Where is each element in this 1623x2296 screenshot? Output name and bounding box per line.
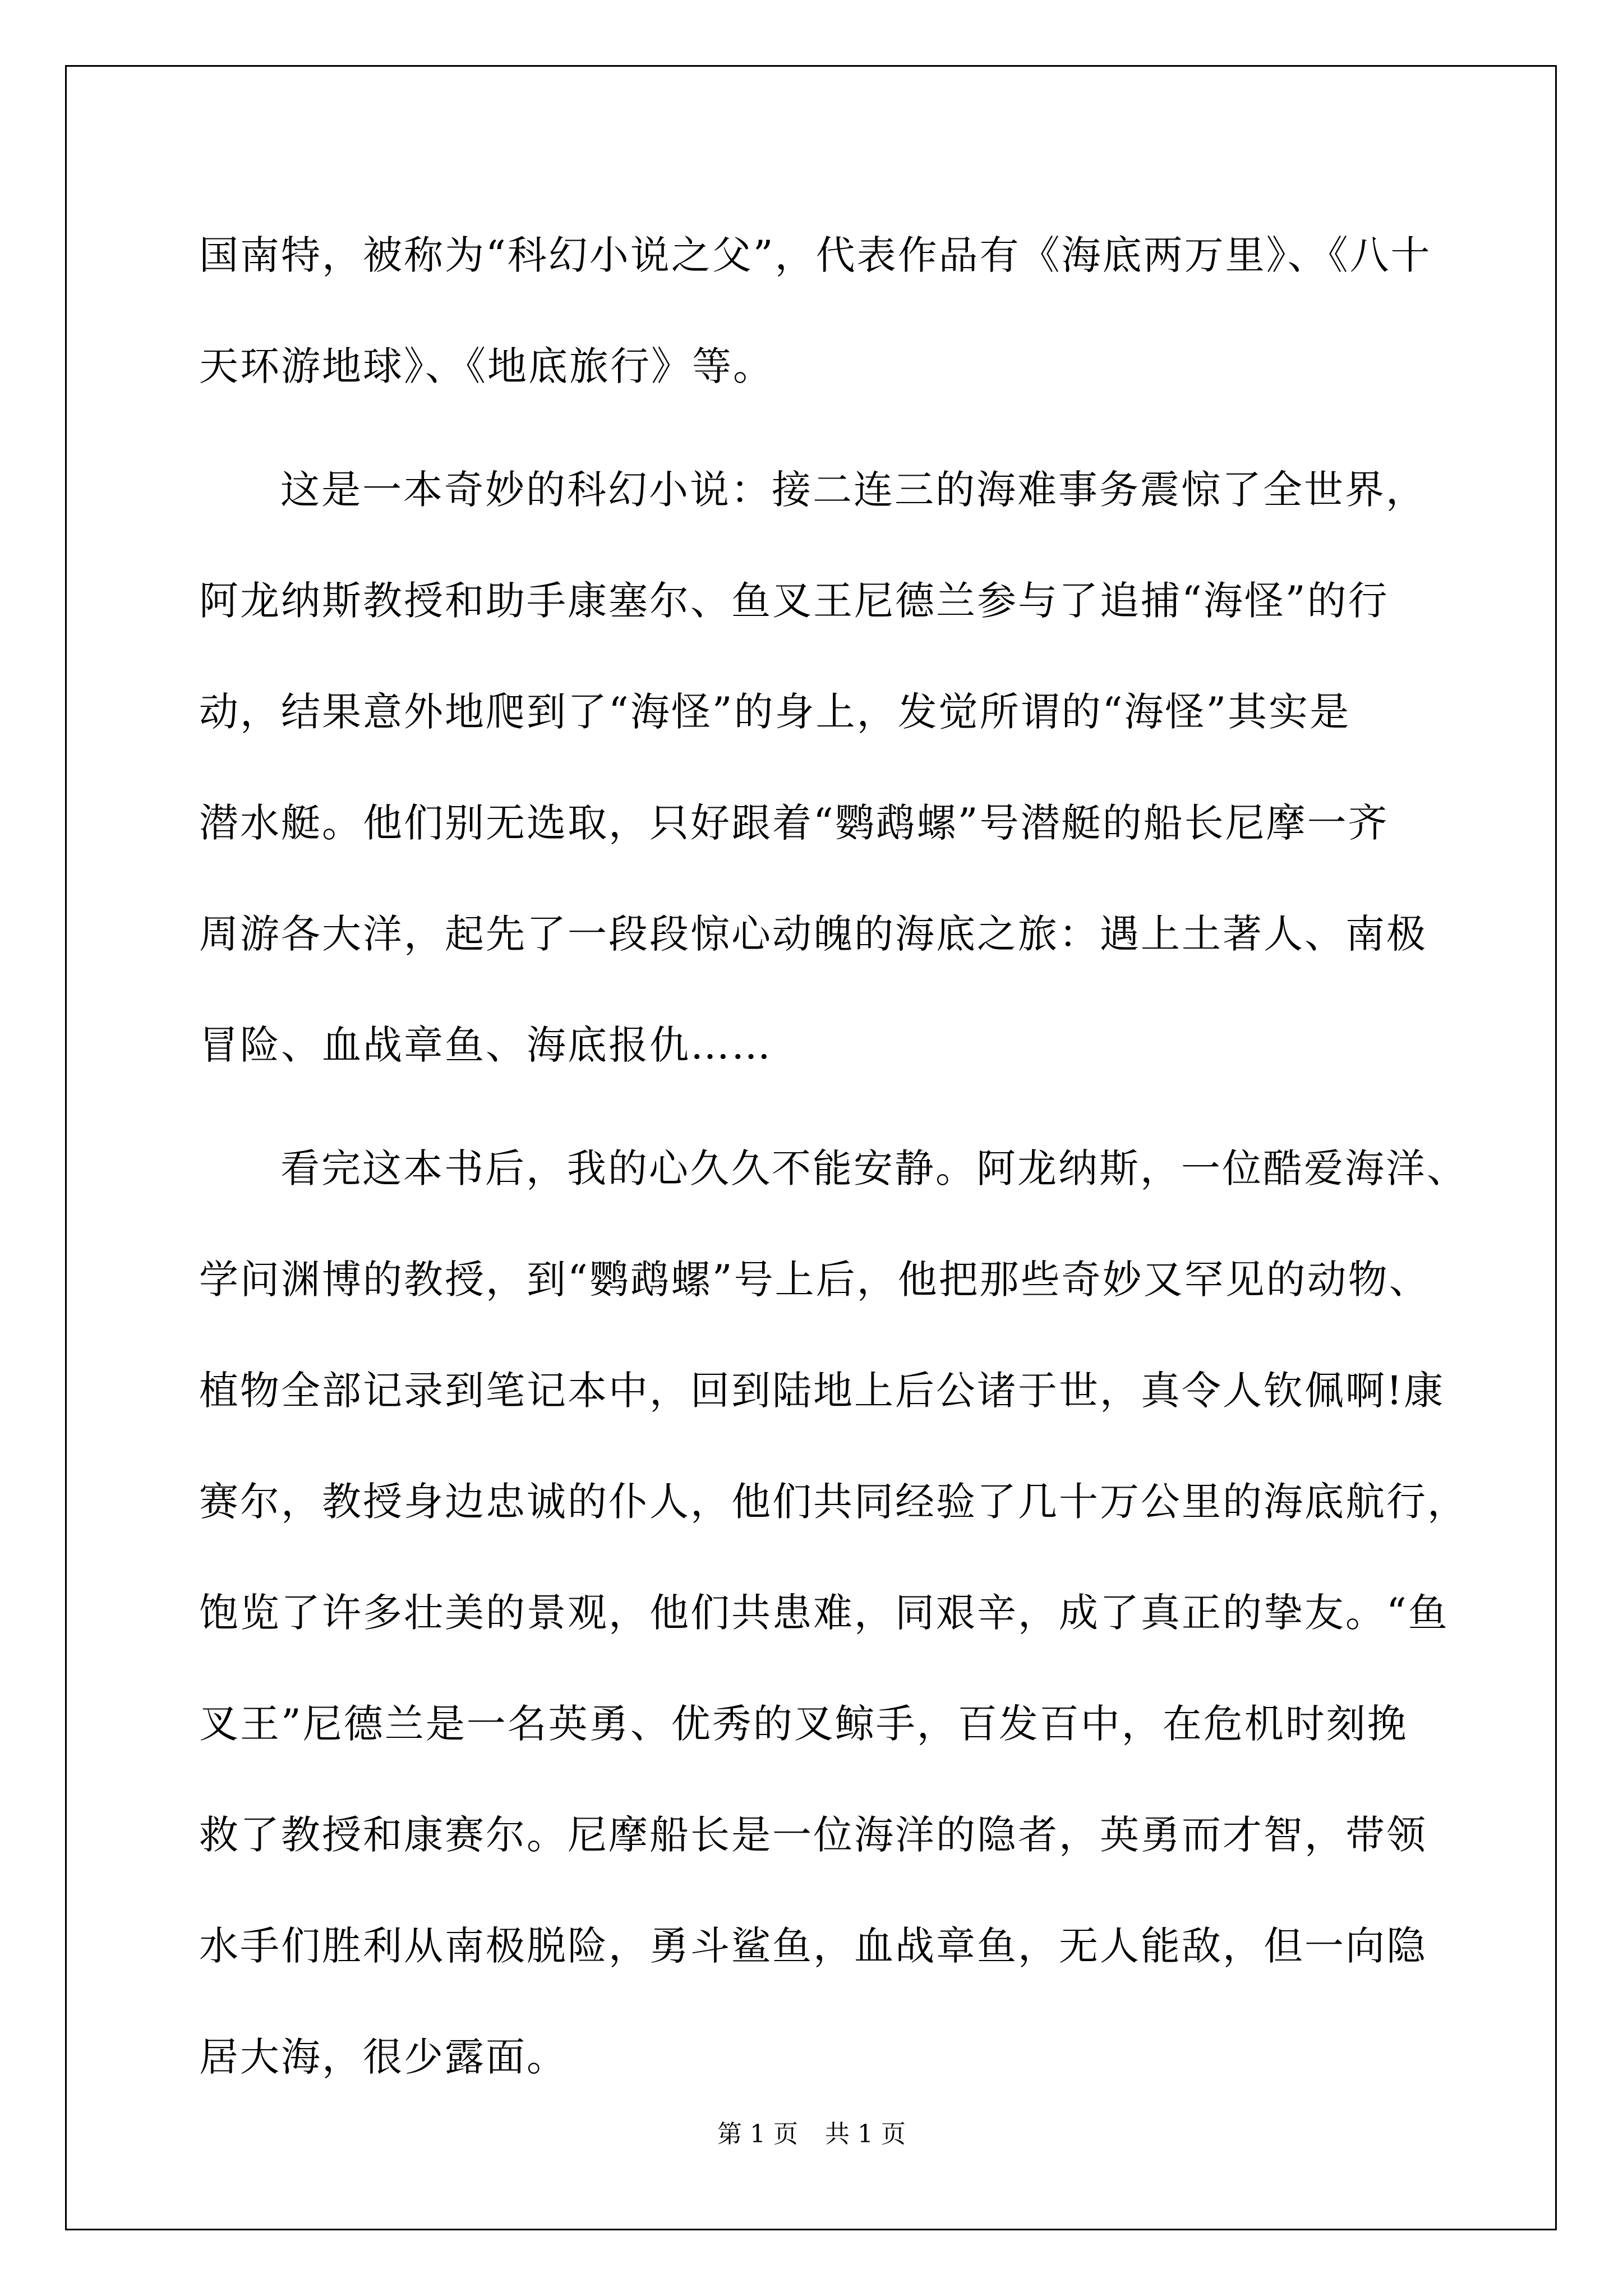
text-line: 潜水艇。他们别无选取，只好跟着“鹦鹉螺”号潜艇的船长尼摩一齐	[199, 800, 1389, 846]
text-line: 水手们胜利从南极脱险，勇斗鲨鱼，血战章鱼，无人能敌，但一向隐	[199, 1923, 1427, 1969]
page-footer	[0, 2119, 1623, 2150]
text-line: 天环游地球》、《地底旅行》等。	[199, 343, 774, 389]
text-line: 饱览了许多壮美的景观，他们共患难，同艰辛，成了真正的挚友。“鱼	[199, 1590, 1449, 1636]
text-line: 国南特，被称为“科幻小说之父”，代表作品有《海底两万里》、《八十	[199, 232, 1432, 278]
paragraph-2	[199, 434, 1427, 1101]
text-line: 学问渊博的教授，到“鹦鹉螺”号上后，他把那些奇妙又罕见的动物、	[199, 1257, 1430, 1303]
text-line: 冒险、血战章鱼、海底报仇……	[199, 1022, 772, 1068]
text-line: 植物全部记录到笔记本中，回到陆地上后公诸于世，真令人钦佩啊!康	[199, 1368, 1445, 1414]
text-line: 阿龙纳斯教授和助手康塞尔、鱼叉王尼德兰参与了追捕“海怪”的行	[199, 578, 1389, 624]
document-body	[199, 200, 1468, 2125]
text-line: 救了教授和康赛尔。尼摩船长是一位海洋的隐者，英勇而才智，带领	[199, 1812, 1427, 1858]
paragraph-1	[199, 200, 1432, 422]
text-line: 动，结果意外地爬到了“海怪”的身上，发觉所谓的“海怪”其实是	[199, 689, 1351, 735]
page-number: 第 1 页	[717, 2120, 798, 2148]
text-line: 赛尔，教授身边忠诚的仆人，他们共同经验了几十万公里的海底航行，	[199, 1479, 1468, 1525]
page-total: 共 1 页	[825, 2120, 906, 2148]
paragraph-3	[199, 1113, 1468, 2113]
text-line: 这是一本奇妙的科幻小说：接二连三的海难事务震惊了全世界，	[280, 467, 1427, 513]
text-line: 周游各大洋，起先了一段段惊心动魄的海底之旅：遇上土著人、南极	[199, 911, 1427, 957]
text-line: 叉王”尼德兰是一名英勇、优秀的叉鲸手，百发百中，在危机时刻挽	[199, 1701, 1408, 1747]
text-line: 看完这本书后，我的心久久不能安静。阿龙纳斯，一位酷爱海洋、	[280, 1145, 1468, 1191]
text-line: 居大海，很少露面。	[199, 2034, 568, 2080]
